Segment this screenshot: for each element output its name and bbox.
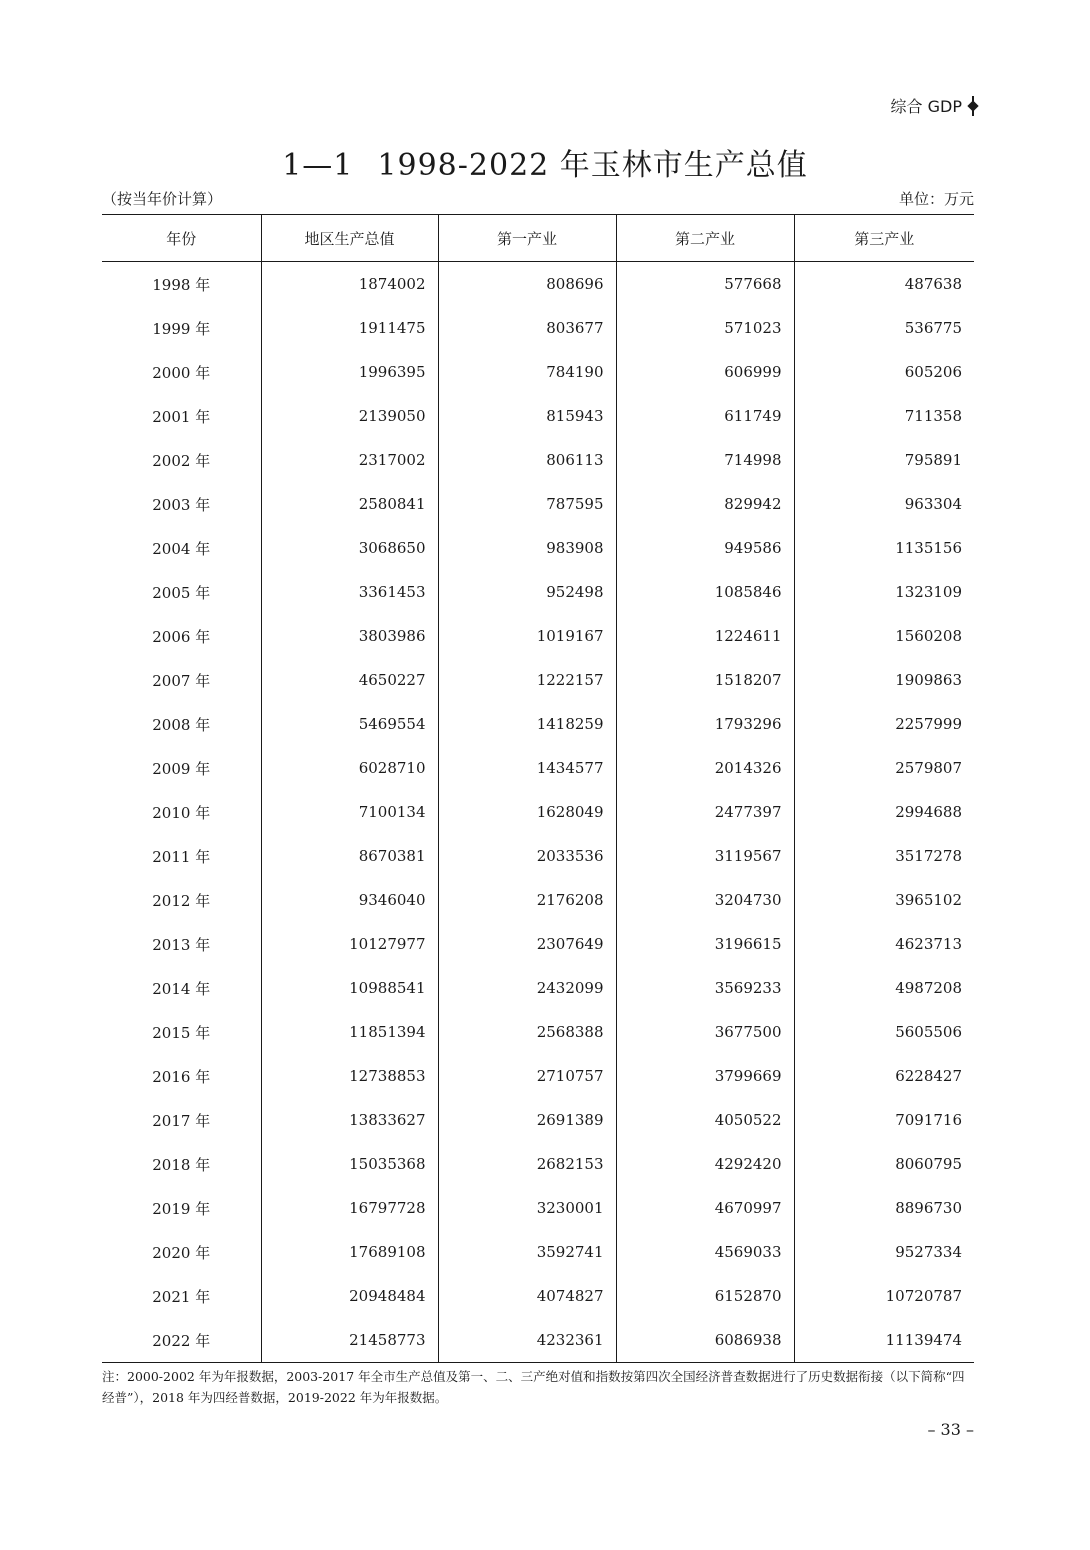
cell-tertiary: 1135156 bbox=[794, 526, 974, 570]
cell-primary: 815943 bbox=[438, 394, 616, 438]
cell-primary: 983908 bbox=[438, 526, 616, 570]
cell-primary: 2307649 bbox=[438, 922, 616, 966]
table-row bbox=[102, 1098, 974, 1142]
cell-secondary: 4569033 bbox=[616, 1230, 794, 1274]
cell-year: 1999 年 bbox=[152, 319, 211, 338]
column-header-tertiary: 第三产业 bbox=[794, 215, 974, 262]
cell-gdp: 3361453 bbox=[261, 570, 438, 614]
cell-gdp: 6028710 bbox=[261, 746, 438, 790]
table-row bbox=[102, 922, 974, 966]
table-row bbox=[102, 394, 974, 438]
cell-secondary: 2477397 bbox=[616, 790, 794, 834]
cell-gdp: 15035368 bbox=[261, 1142, 438, 1186]
cell-year: 2007 年 bbox=[152, 671, 211, 690]
table-row bbox=[102, 746, 974, 790]
cell-primary: 2691389 bbox=[438, 1098, 616, 1142]
table-row bbox=[102, 350, 974, 394]
cell-year: 2017 年 bbox=[152, 1111, 211, 1130]
table-body bbox=[102, 262, 974, 1363]
cell-secondary: 3677500 bbox=[616, 1010, 794, 1054]
cell-primary: 787595 bbox=[438, 482, 616, 526]
cell-tertiary: 795891 bbox=[794, 438, 974, 482]
cell-year: 2008 年 bbox=[152, 715, 211, 734]
cell-primary: 808696 bbox=[438, 262, 616, 307]
table-row bbox=[102, 1318, 974, 1363]
cell-tertiary: 7091716 bbox=[794, 1098, 974, 1142]
table-row bbox=[102, 614, 974, 658]
cell-tertiary: 4623713 bbox=[794, 922, 974, 966]
cell-tertiary: 2579807 bbox=[794, 746, 974, 790]
table-row bbox=[102, 1010, 974, 1054]
cell-gdp: 12738853 bbox=[261, 1054, 438, 1098]
cell-gdp: 16797728 bbox=[261, 1186, 438, 1230]
cell-secondary: 6086938 bbox=[616, 1318, 794, 1363]
cell-gdp: 2317002 bbox=[261, 438, 438, 482]
cell-year: 2015 年 bbox=[152, 1023, 211, 1042]
cell-gdp: 11851394 bbox=[261, 1010, 438, 1054]
cell-tertiary: 3517278 bbox=[794, 834, 974, 878]
cell-secondary: 4670997 bbox=[616, 1186, 794, 1230]
cell-tertiary: 11139474 bbox=[794, 1318, 974, 1363]
table-title bbox=[0, 140, 1090, 184]
cell-gdp: 9346040 bbox=[261, 878, 438, 922]
cell-tertiary: 1560208 bbox=[794, 614, 974, 658]
cell-primary: 4074827 bbox=[438, 1274, 616, 1318]
cell-tertiary: 2994688 bbox=[794, 790, 974, 834]
cell-tertiary: 711358 bbox=[794, 394, 974, 438]
table-row bbox=[102, 658, 974, 702]
cell-year: 2014 年 bbox=[152, 979, 211, 998]
cell-tertiary: 1909863 bbox=[794, 658, 974, 702]
cell-tertiary: 1323109 bbox=[794, 570, 974, 614]
table-row bbox=[102, 1186, 974, 1230]
table-row bbox=[102, 790, 974, 834]
table-row bbox=[102, 306, 974, 350]
cell-secondary: 829942 bbox=[616, 482, 794, 526]
table-row bbox=[102, 482, 974, 526]
cell-gdp: 17689108 bbox=[261, 1230, 438, 1274]
cell-tertiary: 2257999 bbox=[794, 702, 974, 746]
cell-gdp: 3803986 bbox=[261, 614, 438, 658]
table-row bbox=[102, 878, 974, 922]
cell-tertiary: 3965102 bbox=[794, 878, 974, 922]
cell-secondary: 3569233 bbox=[616, 966, 794, 1010]
cell-gdp: 3068650 bbox=[261, 526, 438, 570]
cell-gdp: 8670381 bbox=[261, 834, 438, 878]
cell-gdp: 2580841 bbox=[261, 482, 438, 526]
cell-primary: 2710757 bbox=[438, 1054, 616, 1098]
cell-secondary: 4292420 bbox=[616, 1142, 794, 1186]
table-row bbox=[102, 262, 974, 307]
cell-year: 2004 年 bbox=[152, 539, 211, 558]
cell-primary: 2682153 bbox=[438, 1142, 616, 1186]
cell-primary: 2432099 bbox=[438, 966, 616, 1010]
cell-tertiary: 9527334 bbox=[794, 1230, 974, 1274]
table-number: 1—1 bbox=[282, 148, 354, 183]
cell-primary: 806113 bbox=[438, 438, 616, 482]
cell-year: 2018 年 bbox=[152, 1155, 211, 1174]
cell-primary: 2568388 bbox=[438, 1010, 616, 1054]
cell-secondary: 571023 bbox=[616, 306, 794, 350]
cell-year: 2021 年 bbox=[152, 1287, 211, 1306]
cell-tertiary: 10720787 bbox=[794, 1274, 974, 1318]
cell-secondary: 611749 bbox=[616, 394, 794, 438]
table-subheader bbox=[102, 188, 974, 209]
cell-tertiary: 487638 bbox=[794, 262, 974, 307]
cell-year: 1998 年 bbox=[152, 275, 211, 294]
cell-tertiary: 4987208 bbox=[794, 966, 974, 1010]
cell-secondary: 3204730 bbox=[616, 878, 794, 922]
cell-year: 2012 年 bbox=[152, 891, 211, 910]
table-row bbox=[102, 1142, 974, 1186]
cell-tertiary: 605206 bbox=[794, 350, 974, 394]
cell-primary: 1628049 bbox=[438, 790, 616, 834]
cell-primary: 4232361 bbox=[438, 1318, 616, 1363]
cell-primary: 2033536 bbox=[438, 834, 616, 878]
cell-year: 2016 年 bbox=[152, 1067, 211, 1086]
cell-tertiary: 8896730 bbox=[794, 1186, 974, 1230]
cell-gdp: 5469554 bbox=[261, 702, 438, 746]
gdp-table bbox=[102, 214, 974, 1363]
cell-primary: 3230001 bbox=[438, 1186, 616, 1230]
cell-secondary: 1224611 bbox=[616, 614, 794, 658]
table-row bbox=[102, 1230, 974, 1274]
cell-year: 2022 年 bbox=[102, 1318, 261, 1363]
table-row bbox=[102, 1274, 974, 1318]
cell-primary: 1434577 bbox=[438, 746, 616, 790]
cell-year: 2013 年 bbox=[152, 935, 211, 954]
table-header-row bbox=[102, 215, 974, 262]
cell-gdp: 2139050 bbox=[261, 394, 438, 438]
cell-tertiary: 8060795 bbox=[794, 1142, 974, 1186]
cell-gdp: 10988541 bbox=[261, 966, 438, 1010]
cell-gdp: 1996395 bbox=[261, 350, 438, 394]
cell-tertiary: 6228427 bbox=[794, 1054, 974, 1098]
table-row bbox=[102, 526, 974, 570]
cell-year: 2006 年 bbox=[152, 627, 211, 646]
cell-gdp: 1874002 bbox=[261, 262, 438, 307]
cell-tertiary: 536775 bbox=[794, 306, 974, 350]
cell-primary: 952498 bbox=[438, 570, 616, 614]
diamond-marker-icon bbox=[968, 96, 978, 116]
cell-secondary: 3799669 bbox=[616, 1054, 794, 1098]
cell-year: 2005 年 bbox=[152, 583, 211, 602]
cell-tertiary: 5605506 bbox=[794, 1010, 974, 1054]
cell-secondary: 3196615 bbox=[616, 922, 794, 966]
page-number: – 33 – bbox=[927, 1420, 974, 1439]
cell-gdp: 1911475 bbox=[261, 306, 438, 350]
table-row bbox=[102, 438, 974, 482]
cell-primary: 803677 bbox=[438, 306, 616, 350]
table-row bbox=[102, 1054, 974, 1098]
table-row bbox=[102, 702, 974, 746]
cell-secondary: 714998 bbox=[616, 438, 794, 482]
cell-year: 2019 年 bbox=[152, 1199, 211, 1218]
cell-secondary: 1085846 bbox=[616, 570, 794, 614]
cell-primary: 1418259 bbox=[438, 702, 616, 746]
cell-gdp: 10127977 bbox=[261, 922, 438, 966]
cell-secondary: 949586 bbox=[616, 526, 794, 570]
table-row bbox=[102, 834, 974, 878]
cell-year: 2003 年 bbox=[152, 495, 211, 514]
cell-primary: 1019167 bbox=[438, 614, 616, 658]
section-header bbox=[891, 94, 978, 117]
cell-primary: 3592741 bbox=[438, 1230, 616, 1274]
cell-secondary: 4050522 bbox=[616, 1098, 794, 1142]
cell-secondary: 6152870 bbox=[616, 1274, 794, 1318]
price-basis-label: （按当年价计算） bbox=[102, 190, 223, 208]
table-row bbox=[102, 966, 974, 1010]
table-title-text: 1998-2022 年玉林市生产总值 bbox=[377, 148, 808, 183]
cell-year: 2001 年 bbox=[152, 407, 211, 426]
cell-secondary: 1793296 bbox=[616, 702, 794, 746]
cell-tertiary: 963304 bbox=[794, 482, 974, 526]
section-label: 综合 GDP bbox=[890, 97, 962, 116]
column-header-secondary: 第二产业 bbox=[616, 215, 794, 262]
cell-gdp: 4650227 bbox=[261, 658, 438, 702]
cell-secondary: 606999 bbox=[616, 350, 794, 394]
cell-year: 2020 年 bbox=[152, 1243, 211, 1262]
cell-primary: 1222157 bbox=[438, 658, 616, 702]
footnote: 注：2000-2002 年为年报数据，2003-2017 年全市生产总值及第一、二、三产绝对值和指数按第四次全国经济普查数据进行了历史数据衔接（以下简称“四经普”），2018 年为四经普数据，2019-2022 年为年报数据。 bbox=[102, 1369, 965, 1405]
cell-year: 2000 年 bbox=[152, 363, 211, 382]
cell-primary: 2176208 bbox=[438, 878, 616, 922]
cell-year: 2010 年 bbox=[152, 803, 211, 822]
cell-primary: 784190 bbox=[438, 350, 616, 394]
cell-gdp: 21458773 bbox=[261, 1318, 438, 1363]
column-header-year: 年份 bbox=[102, 215, 261, 262]
cell-gdp: 13833627 bbox=[261, 1098, 438, 1142]
unit-label: 单位：万元 bbox=[898, 190, 974, 208]
cell-secondary: 3119567 bbox=[616, 834, 794, 878]
cell-gdp: 7100134 bbox=[261, 790, 438, 834]
cell-secondary: 577668 bbox=[616, 262, 794, 307]
column-header-primary: 第一产业 bbox=[438, 215, 616, 262]
cell-year: 2009 年 bbox=[152, 759, 211, 778]
column-header-gdp: 地区生产总值 bbox=[261, 215, 438, 262]
cell-year: 2011 年 bbox=[152, 847, 211, 866]
cell-year: 2002 年 bbox=[152, 451, 211, 470]
cell-secondary: 1518207 bbox=[616, 658, 794, 702]
table-row bbox=[102, 570, 974, 614]
cell-gdp: 20948484 bbox=[261, 1274, 438, 1318]
cell-secondary: 2014326 bbox=[616, 746, 794, 790]
